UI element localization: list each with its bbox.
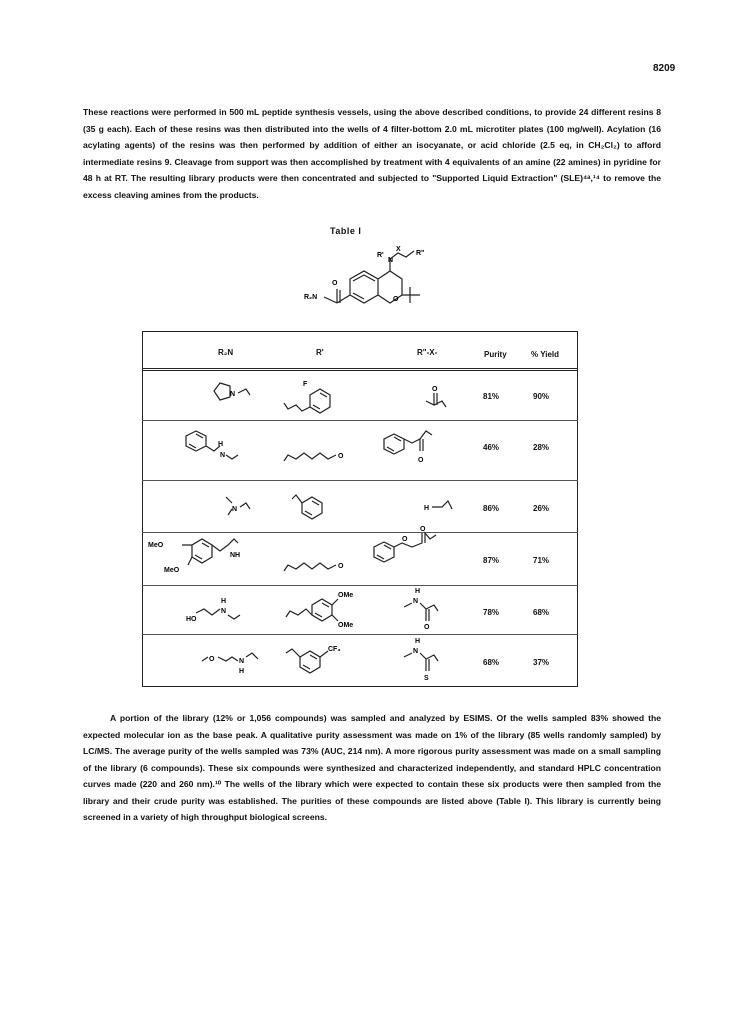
scaffold-x: X <box>396 246 401 253</box>
row5-r2n-structure <box>186 598 240 623</box>
row6-urea-h-label: H <box>415 638 421 645</box>
row2-o-carbonyl-label: O <box>418 457 424 464</box>
row4-nh-label: NH <box>230 552 241 559</box>
row1-r-prime-structure <box>284 381 330 413</box>
row1-o-label: O <box>432 386 438 393</box>
row3-r2n-structure <box>226 497 250 515</box>
row2-h-label: H <box>218 441 224 448</box>
row1-r-x-structure <box>426 386 446 407</box>
scaffold-r-dprime: R" <box>416 250 425 257</box>
row3-r-x-structure <box>424 501 452 512</box>
header-r2n: R₂N <box>218 348 234 357</box>
row2-r2n-structure <box>186 431 238 459</box>
row1-purity: 81% <box>483 392 500 401</box>
header-r-prime: R' <box>316 348 324 357</box>
row5-urea-o-label: O <box>424 624 430 631</box>
header-r-x: R"-X- <box>417 348 438 357</box>
row6-purity: 68% <box>483 658 500 667</box>
scaffold-o-ring: O <box>393 296 399 303</box>
row4-r-x-structure <box>374 526 436 562</box>
row3-n-label: N <box>232 506 238 513</box>
row2-yield: 28% <box>533 443 550 452</box>
row5-n-label: N <box>221 608 227 615</box>
scaffold-o-carbonyl: O <box>332 280 338 287</box>
row5-ho-label: HO <box>186 616 197 623</box>
row6-r-prime-structure <box>286 646 341 673</box>
row3-h-label: H <box>424 505 430 512</box>
row6-urea-n-label: N <box>413 648 419 655</box>
header-purity: Purity <box>484 350 507 359</box>
row2-r-prime-structure <box>284 453 344 461</box>
row4-r-prime-structure <box>284 563 344 571</box>
scaffold-n: N <box>388 257 394 264</box>
row1-yield: 90% <box>533 392 550 401</box>
row2-o-chain-label: O <box>338 453 344 460</box>
row5-ome-bottom-label: OMe <box>338 622 354 629</box>
results-table <box>142 331 578 687</box>
row1-f-label: F <box>303 381 308 388</box>
row3-purity: 86% <box>483 504 500 513</box>
row4-meo-bottom-label: MeO <box>164 567 180 574</box>
body-paragraph-1: These reactions were performed in 500 mL peptide synthesis vessels, using the above described conditions, to provide 24 different resins 8 (35 g each). Each of these resins was then distributed into the wells of 4 filter-bottom 2.0 mL microtiter plates (100 mg/well). Acylation (16 acylating agents) of the resins was then performed by addition of either an isocyanate, or acid chloride (2.5 eq, in CH₂Cl₂) to afford intermediate resins 9. Cleavage from support was then accomplished by treatment with 4 equivalents of an amine (22 amines) in pyridine for 48 h at RT. The resulting library products were then concentrated and subjected to "Supported Liquid Extraction" (SLE)⁴ᵃ,¹⁴ to remove the excess cleaving amines from the products. <box>83 107 661 200</box>
scaffold-r2n: R₂N <box>304 294 318 301</box>
row6-o-label: O <box>209 656 215 663</box>
header-yield: % Yield <box>531 350 560 359</box>
row6-r2n-structure <box>202 653 258 675</box>
row1-r2n-structure <box>214 383 250 400</box>
row4-yield: 71% <box>533 556 550 565</box>
row4-purity: 87% <box>483 556 500 565</box>
row2-purity: 46% <box>483 443 500 452</box>
row3-r-prime-structure <box>292 495 322 519</box>
row6-r-x-structure <box>404 638 438 682</box>
structures-layer <box>142 331 578 687</box>
row6-urea-s-label: S <box>424 675 429 682</box>
row6-h-label: H <box>239 668 245 675</box>
table-caption: Table I <box>330 226 362 236</box>
row5-h-label: H <box>221 598 227 605</box>
row4-meo-top-label: MeO <box>148 542 164 549</box>
row5-r-prime-structure <box>286 592 353 629</box>
row2-n-label: N <box>220 452 226 459</box>
row4-r2n-structure <box>148 539 240 574</box>
scaffold-structure <box>292 243 452 333</box>
row2-r-x-structure <box>384 431 432 464</box>
row4-o-carbonyl-label: O <box>420 526 426 533</box>
row6-yield: 37% <box>533 658 550 667</box>
row5-urea-h-label: H <box>415 588 421 595</box>
row1-n-label: N <box>230 391 236 398</box>
row6-cf3-label: CF₃ <box>328 646 341 653</box>
row5-yield: 68% <box>533 608 550 617</box>
body-paragraph-2: A portion of the library (12% or 1,056 compounds) was sampled and analyzed by ESIMS. Of the wells sampled 83% showed the expected molecular ion as the base peak. A qualitative purity assessment was made on 1% of the library (85 wells randomly sampled) by LC/MS. The average purity of the wells sampled was 73% (AUC, 214 nm). A more rigorous purity assessment was made on a small sampling of the library (6 compounds). These six compounds were synthesized and characterized independently, and standard HPLC concentration curves made (220 and 260 nm).¹⁰ The wells of the library which were expected to contain these six products were then sampled from the library and their crude purity was established. The purities of these compounds are listed above (Table I). This library is currently being screened in a variety of high throughput biological screens. <box>83 713 661 822</box>
row5-purity: 78% <box>483 608 500 617</box>
row5-ome-top-label: OMe <box>338 592 354 599</box>
row4-o-chain-label: O <box>338 563 344 570</box>
row5-r-x-structure <box>404 588 438 631</box>
row4-o-ring-label: O <box>402 536 408 543</box>
row3-yield: 26% <box>533 504 550 513</box>
page-number: 8209 <box>653 63 676 74</box>
row6-n-label: N <box>239 658 245 665</box>
row5-urea-n-label: N <box>413 598 419 605</box>
scaffold-r-prime: R' <box>377 252 384 259</box>
